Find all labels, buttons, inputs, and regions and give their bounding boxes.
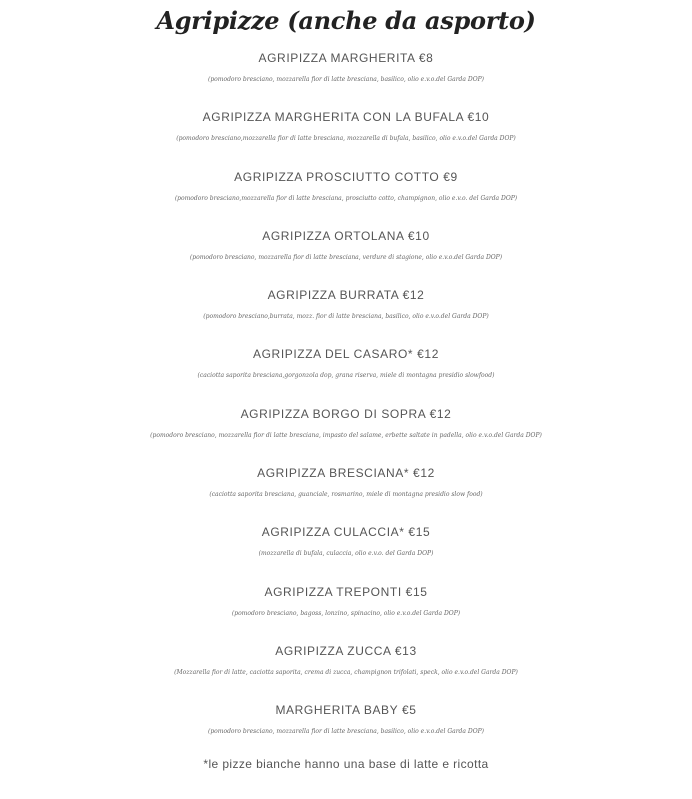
menu-title: Agripizze (anche da asporto) [156,6,536,35]
menu-item [0,338,692,397]
menu-item-name: MARGHERITA BABY €5 [275,703,417,718]
menu-item-description: (mozzarella di bufala, culaccia, olio e.v.o. del Garda DOP) [258,550,434,558]
menu-item-name: AGRIPIZZA TREPONTI €15 [264,584,428,599]
menu-item-description: (pomodoro bresciano, mozzarella fior di latte bresciana, verdure di stagione, olio e.v.o.del Garda DOP) [189,253,503,261]
menu-item-description: (pomodoro bresciano,burrata, mozz. fior di latte bresciana, basilico, olio e.v.o.del Garda DOP) [203,313,489,321]
menu-item-name: AGRIPIZZA BRESCIANA* €12 [257,466,435,481]
menu-item-name: AGRIPIZZA MARGHERITA CON LA BUFALA €10 [202,110,490,125]
menu-item-name: AGRIPIZZA ORTOLANA €10 [262,228,430,243]
menu-item [0,42,692,101]
menu-item-description: (pomodoro bresciano, mozzarella fior di latte bresciana, basilico, olio e.v.o.del Garda DOP) [207,76,484,83]
menu-item [0,576,692,635]
menu-item [0,220,692,279]
menu-item [0,279,692,338]
menu-item-description: (caciotta saporita bresciana, guanciale, rosmarino, miele di montagna presidio slow food) [209,491,483,499]
menu-item [0,101,692,160]
menu-item-name: AGRIPIZZA ZUCCA €13 [275,643,417,658]
menu-item-name: AGRIPIZZA CULACCIA* €15 [261,525,431,540]
menu-item-description: (Mozzarella fior di latte, caciotta saporita, crema di zucca, champignon trifolati, speck, olio e.v.o.del Garda DOP) [174,668,518,676]
menu-item [0,161,692,220]
menu-item [0,694,692,753]
menu-item-description: (pomodoro bresciano, bagoss, lonzino, spinacino, olio e.v.o.del Garda DOP) [231,609,461,617]
menu-item-name: AGRIPIZZA BORGO DI SOPRA €12 [240,406,452,421]
menu-items-list [0,42,692,754]
menu-item-name: AGRIPIZZA PROSCIUTTO COTTO €9 [234,169,458,184]
menu-item-description: (pomodoro bresciano,mozzarella fior di latte bresciana, mozzarella di bufala, basilico, olio e.v.o.del Garda DOP) [176,135,516,143]
menu-item-name: AGRIPIZZA BURRATA €12 [267,288,425,303]
menu-item-name: AGRIPIZZA DEL CASARO* €12 [253,347,439,362]
menu-item-description: (pomodoro bresciano, mozzarella fior di latte bresciana, impasto del salame, erbette saltate in padella, olio e.v.o.del Garda DOP) [150,431,542,439]
menu-item [0,457,692,516]
menu-item [0,398,692,457]
menu-item-description: (pomodoro bresciano, mozzarella fior di latte bresciana, basilico, olio e.v.o.del Garda DOP) [207,728,484,736]
menu-item [0,516,692,575]
menu-item [0,635,692,694]
menu-item-name: AGRIPIZZA MARGHERITA €8 [258,51,434,65]
menu-item-description: (pomodoro bresciano,mozzarella fior di latte bresciana, prosciutto cotto, champignon, olio e.v.o. del Garda DOP) [174,194,518,202]
menu-item-description: (caciotta saporita bresciana,gorgonzola dop, grana riserva, miele di montagna presidio slowfood) [197,372,495,380]
footnote: *le pizze bianche hanno una base di latte e ricotta [203,756,489,771]
